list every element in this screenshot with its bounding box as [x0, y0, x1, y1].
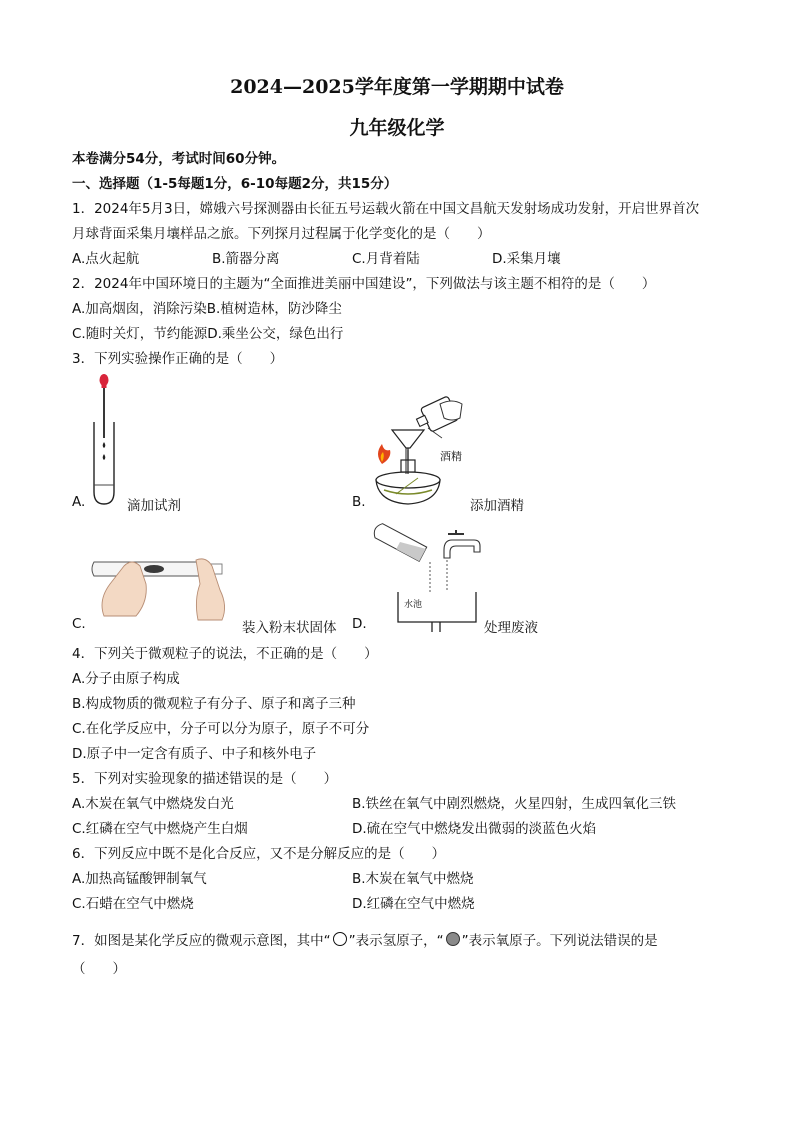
- q3-option-a-caption: 滴加试剂: [127, 498, 181, 514]
- powder-tube-figure: [88, 544, 238, 624]
- q4-option-c: C.在化学反应中，分子可以分为原子，原子不可分: [72, 721, 370, 737]
- q3-option-d-caption: 处理废液: [484, 620, 538, 636]
- q5-option-c: C.红磷在空气中燃烧产生白烟: [72, 821, 248, 837]
- q3-option-d-letter: D.: [352, 616, 367, 632]
- exam-intro: 本卷满分54分，考试时间60分钟。: [72, 151, 286, 167]
- q2-stem: 2．2024年中国环境日的主题为“全面推进美丽中国建设”，下列做法与该主题不相符的是（ ）: [72, 276, 656, 292]
- q3-option-b-letter: B.: [352, 494, 366, 510]
- q1-option-d: D.采集月壤: [492, 251, 561, 267]
- q5-option-a: A.木炭在氧气中燃烧发白光: [72, 796, 234, 812]
- q6-option-b: B.木炭在氧气中燃烧: [352, 871, 474, 887]
- oxygen-atom-icon: [446, 932, 460, 946]
- hydrogen-atom-icon: [333, 932, 347, 946]
- q3-option-b-caption: 添加酒精: [470, 498, 524, 514]
- q7-stem-line2: （ ）: [72, 961, 126, 977]
- q5-option-d: D.硫在空气中燃烧发出微弱的淡蓝色火焰: [352, 821, 597, 837]
- q1-option-a: A.点火起航: [72, 251, 140, 267]
- q4-stem: 4．下列关于微观粒子的说法，不正确的是（ ）: [72, 646, 378, 662]
- q4-option-d: D.原子中一定含有质子、中子和核外电子: [72, 746, 317, 762]
- q4-option-b: B.构成物质的微观粒子有分子、原子和离子三种: [72, 696, 356, 712]
- q7-stem-part1: 7．如图是某化学反应的微观示意图，其中“: [72, 933, 331, 949]
- bottle-label: 酒精: [440, 450, 462, 463]
- q7-stem-part2: ”表示氢原子，“: [348, 933, 444, 949]
- q4-option-a: A.分子由原子构成: [72, 671, 180, 687]
- q5-option-b: B.铁丝在氧气中剧烈燃烧，火星四射，生成四氧化三铁: [352, 796, 677, 812]
- q1-option-c: C.月背着陆: [352, 251, 420, 267]
- q6-option-d: D.红磷在空气中燃烧: [352, 896, 475, 912]
- q6-option-c: C.石蜡在空气中燃烧: [72, 896, 194, 912]
- exam-title: 2024—2025学年度第一学期期中试卷: [230, 76, 564, 98]
- q6-stem: 6．下列反应中既不是化合反应，又不是分解反应的是（ ）: [72, 846, 446, 862]
- section-heading: 一、选择题（1-5每题1分，6-10每题2分，共15分）: [72, 176, 398, 192]
- q3-option-c-letter: C.: [72, 616, 86, 632]
- waste-sink-figure: [370, 522, 480, 632]
- dropper-test-tube-figure: [86, 372, 126, 507]
- q7-stem: [72, 929, 658, 949]
- q6-option-a: A.加热高锰酸钾制氧气: [72, 871, 207, 887]
- q3-stem: 3．下列实验操作正确的是（ ）: [72, 351, 284, 367]
- q3-option-a-letter: A.: [72, 494, 86, 510]
- exam-subtitle: 九年级化学: [349, 117, 445, 139]
- q2-options-cd: C.随时关灯，节约能源D.乘坐公交，绿色出行: [72, 326, 344, 342]
- q5-stem: 5．下列对实验现象的描述错误的是（ ）: [72, 771, 338, 787]
- q3-option-c-caption: 装入粉末状固体: [242, 620, 337, 636]
- q7-stem-part3: ”表示氧原子。下列说法错误的是: [461, 933, 658, 949]
- q2-options-ab: A.加高烟囱，消除污染B.植树造林，防沙降尘: [72, 301, 342, 317]
- sink-label: 水池: [404, 600, 423, 610]
- q1-option-b: B.箭器分离: [212, 251, 280, 267]
- q1-stem-line2: 月球背面采集月壤样品之旅。下列探月过程属于化学变化的是（ ）: [72, 226, 491, 242]
- q1-stem-line1: 1．2024年5月3日，嫦娥六号探测器由长征五号运载火箭在中国文昌航天发射场成功发射，开启世界首次: [72, 201, 700, 217]
